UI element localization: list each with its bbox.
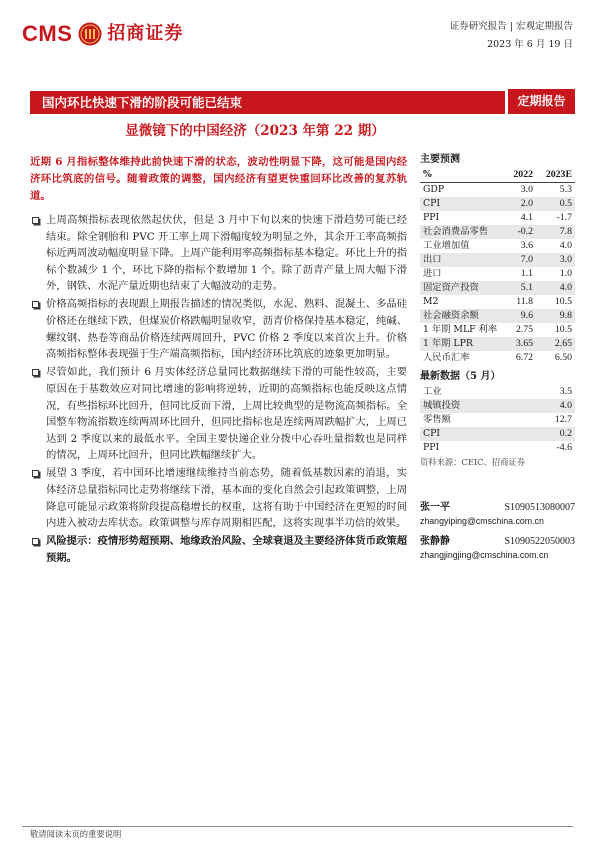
- analyst-header: [420, 498, 575, 514]
- risk-warning: [30, 533, 407, 566]
- square-bullet-icon: [32, 538, 39, 545]
- value-2023e: 4.0: [536, 281, 575, 295]
- latest-data-title: 最新数据（5 月）: [420, 371, 501, 382]
- key-point-text: 价格高频指标的表现跟上期报告描述的情况类似，水泥、熟料、混凝土、多晶硅价格还在继续下跌，但煤炭价格跌幅明显收窄，沥青价格保持基本稳定，纯碱、螺纹钢、热卷等商品价格连续两周回升，PVC 价格 2 季度以来首次上升。价格高频指标整体表现强于生产端高频指标，国内经济环比筑底的迹象更加明显。: [46, 298, 407, 361]
- value-2023e: 1.0: [559, 268, 572, 279]
- indicator-value: 3.5: [559, 386, 572, 397]
- indicator-value: -4.6: [556, 442, 572, 453]
- indicator-name: 进口: [423, 268, 442, 279]
- indicator-name: PPI: [423, 212, 440, 223]
- indicator-name: 社会融资余额: [420, 309, 502, 323]
- key-point: [30, 465, 407, 531]
- indicator-value: 4.0: [535, 399, 575, 413]
- report-type: 证券研究报告 | 宏观定期报告: [449, 21, 573, 32]
- forecast-row: [420, 211, 575, 225]
- analyst-email[interactable]: zhangyiping@cmschina.com.cn: [420, 516, 544, 526]
- value-2023e: 6.50: [554, 352, 572, 363]
- value-2022: 2.75: [515, 324, 533, 335]
- value-2023e: 2.65: [536, 337, 575, 351]
- indicator-name: 1 年期 MLF 利率: [423, 324, 498, 335]
- value-2023e: 4.0: [559, 240, 572, 251]
- indicator-value: 12.7: [554, 414, 572, 425]
- key-point-text: 展望 3 季度，若中国环比增速继续维持当前态势，随着低基数因素的消退，实体经济总量指标同比走势将继续下滑，基本面的变化自然会引起政策调整，上周降息可能显示政策将阶段提高稳增长的权重，这将有助于中国经济在更短的时间内进入被动去库状态。政策调整与库存周期相匹配，这将实现事半功倍的效果。: [46, 467, 407, 530]
- latest-row: [420, 413, 575, 427]
- value-2022: 7.0: [502, 253, 536, 267]
- value-2023e: 0.5: [536, 197, 575, 211]
- footer-divider: [22, 826, 573, 827]
- value-2023e: 10.5: [554, 324, 572, 335]
- forecast-row: [420, 337, 575, 351]
- report-date: 2023 年 6 月 19 日: [487, 39, 573, 50]
- latest-data-table: [420, 385, 575, 455]
- company-logo: [22, 20, 183, 48]
- forecast-row: [420, 351, 575, 365]
- key-point-text: 上周高频指标表现依然起伏伏，但是 3 月中下旬以来的快速下滑趋势可能已经结束。除全钢胎和 PVC 开工率上周下滑幅度较为明显之外，其余开工率高频指标近两周波动幅度明显下降。上周产能利用率高频指标基本稳定。环比上升的指标个数减少 1 个，环比下降的指标个数增加 1 个。除了沥青产量上周大幅下滑外，钢铁、水泥产量近期也结束了大幅波动的走势。: [46, 214, 407, 293]
- indicator-name: 社会消费品零售: [420, 225, 502, 239]
- value-2022: 11.8: [516, 296, 533, 307]
- forecast-title: 主要预测: [420, 154, 460, 165]
- latest-row: [420, 441, 575, 455]
- value-2022: 3.65: [502, 337, 536, 351]
- value-2022: 3.6: [520, 240, 533, 251]
- logo-chinese-text: 招商证券: [107, 23, 184, 44]
- risk-label: 风险提示：: [46, 535, 98, 548]
- value-2022: 9.6: [502, 309, 536, 323]
- value-2022: 3.0: [520, 184, 533, 195]
- forecast-row: [420, 309, 575, 323]
- forecast-row: [420, 267, 575, 281]
- indicator-name: 城镇投资: [420, 399, 535, 413]
- forecast-row: [420, 323, 575, 337]
- summary-paragraph: 近期 6 月指标整体维持此前快速下滑的状态，波动性明显下降，这可能是国内经济环比筑底的信号。随着政策的调整，国内经济有望更快重回环比改善的复苏轨道。: [30, 156, 407, 202]
- value-2022: 5.1: [502, 281, 536, 295]
- indicator-name: 零售额: [423, 414, 451, 425]
- forecast-header-row: [420, 168, 575, 183]
- forecast-row: [420, 197, 575, 211]
- value-2023e: 10.5: [554, 296, 572, 307]
- forecast-row: [420, 183, 575, 198]
- indicator-value: 0.2: [535, 427, 575, 441]
- value-2023e: 5.3: [559, 184, 572, 195]
- forecast-row: [420, 253, 575, 267]
- indicator-name: CPI: [420, 197, 502, 211]
- analyst-header: [420, 532, 575, 548]
- forecast-col-unit: %: [420, 168, 502, 183]
- analyst-certificate-id: S1090522050003: [504, 536, 575, 547]
- analyst-email[interactable]: zhangjingjing@cmschina.com.cn: [420, 550, 549, 560]
- analyst-name: 张一平: [420, 502, 450, 513]
- key-point: [30, 296, 407, 362]
- value-2023e: 7.8: [536, 225, 575, 239]
- forecast-row: [420, 225, 575, 239]
- analyst-certificate-id: S1090513080007: [504, 502, 575, 513]
- forecast-col-2023e: 2023E: [536, 168, 575, 183]
- analyst-contacts: [420, 498, 575, 566]
- indicator-name: GDP: [423, 184, 445, 195]
- forecast-table: [420, 168, 575, 365]
- value-2023e: -1.7: [556, 212, 572, 223]
- indicator-name: M2: [423, 296, 439, 307]
- indicator-name: 固定资产投资: [420, 281, 502, 295]
- indicator-name: CPI: [420, 427, 535, 441]
- value-2022: -0.2: [502, 225, 536, 239]
- analyst-name: 张静静: [420, 536, 450, 547]
- footer-disclaimer-note: 敬请阅读末页的重要说明: [30, 829, 122, 839]
- square-bullet-icon: [32, 301, 39, 308]
- forecast-row: [420, 239, 575, 253]
- key-point-text: 尽管如此，我们预计 6 月实体经济总量同比数据继续下滑的可能性较高，主要原因在于基数效应对同比增速的影响将逆转，近期的高频指标也能反映这点情况，有些指标环比回升，但同比反而下滑，上周比较典型的是物流高频指标。全国整车物流指数连续两周环比回升，但同比指标也是连续两周跌幅扩大，上周已达到 2 季度以来的最低水平。全国主要快递企业分拨中心吞吐量指数也是同样的情况，上周环比回升，但同比跌幅继续扩大。: [46, 366, 407, 462]
- report-subtitle: 显微镜下的中国经济（2023 年第 22 期）: [125, 123, 385, 139]
- report-category-tag: 定期报告: [508, 89, 575, 114]
- key-point: [30, 212, 407, 295]
- cms-logo-icon: [78, 22, 102, 46]
- indicator-name: 1 年期 LPR: [420, 337, 502, 351]
- indicator-name: 人民币汇率: [423, 352, 470, 363]
- headline-banner: 国内环比快速下滑的阶段可能已结束: [30, 91, 505, 114]
- value-2022: 2.0: [502, 197, 536, 211]
- latest-row: [420, 399, 575, 413]
- key-point: [30, 364, 407, 464]
- square-bullet-icon: [32, 217, 39, 224]
- key-points-list: [30, 212, 407, 568]
- indicator-name: PPI: [423, 442, 440, 453]
- indicator-name: 出口: [420, 253, 502, 267]
- value-2023e: 9.8: [536, 309, 575, 323]
- indicator-name: 工业增加值: [423, 240, 470, 251]
- risk-text: 疫情形势超预期、地缘政治风险、全球衰退及主要经济体货币政策超预期。: [46, 535, 408, 564]
- square-bullet-icon: [32, 470, 39, 477]
- value-2022: 1.1: [520, 268, 533, 279]
- forecast-row: [420, 281, 575, 295]
- latest-row: [420, 385, 575, 399]
- latest-row: [420, 427, 575, 441]
- indicator-name: 工业: [423, 386, 442, 397]
- data-source-note: 资料来源：CEIC、招商证券: [420, 457, 526, 467]
- value-2023e: 3.0: [536, 253, 575, 267]
- value-2022: 4.1: [520, 212, 533, 223]
- value-2022: 6.72: [515, 352, 533, 363]
- square-bullet-icon: [32, 369, 39, 376]
- forecast-col-2022: 2022: [502, 168, 536, 183]
- logo-latin-text: CMS: [22, 21, 73, 46]
- forecast-row: [420, 295, 575, 309]
